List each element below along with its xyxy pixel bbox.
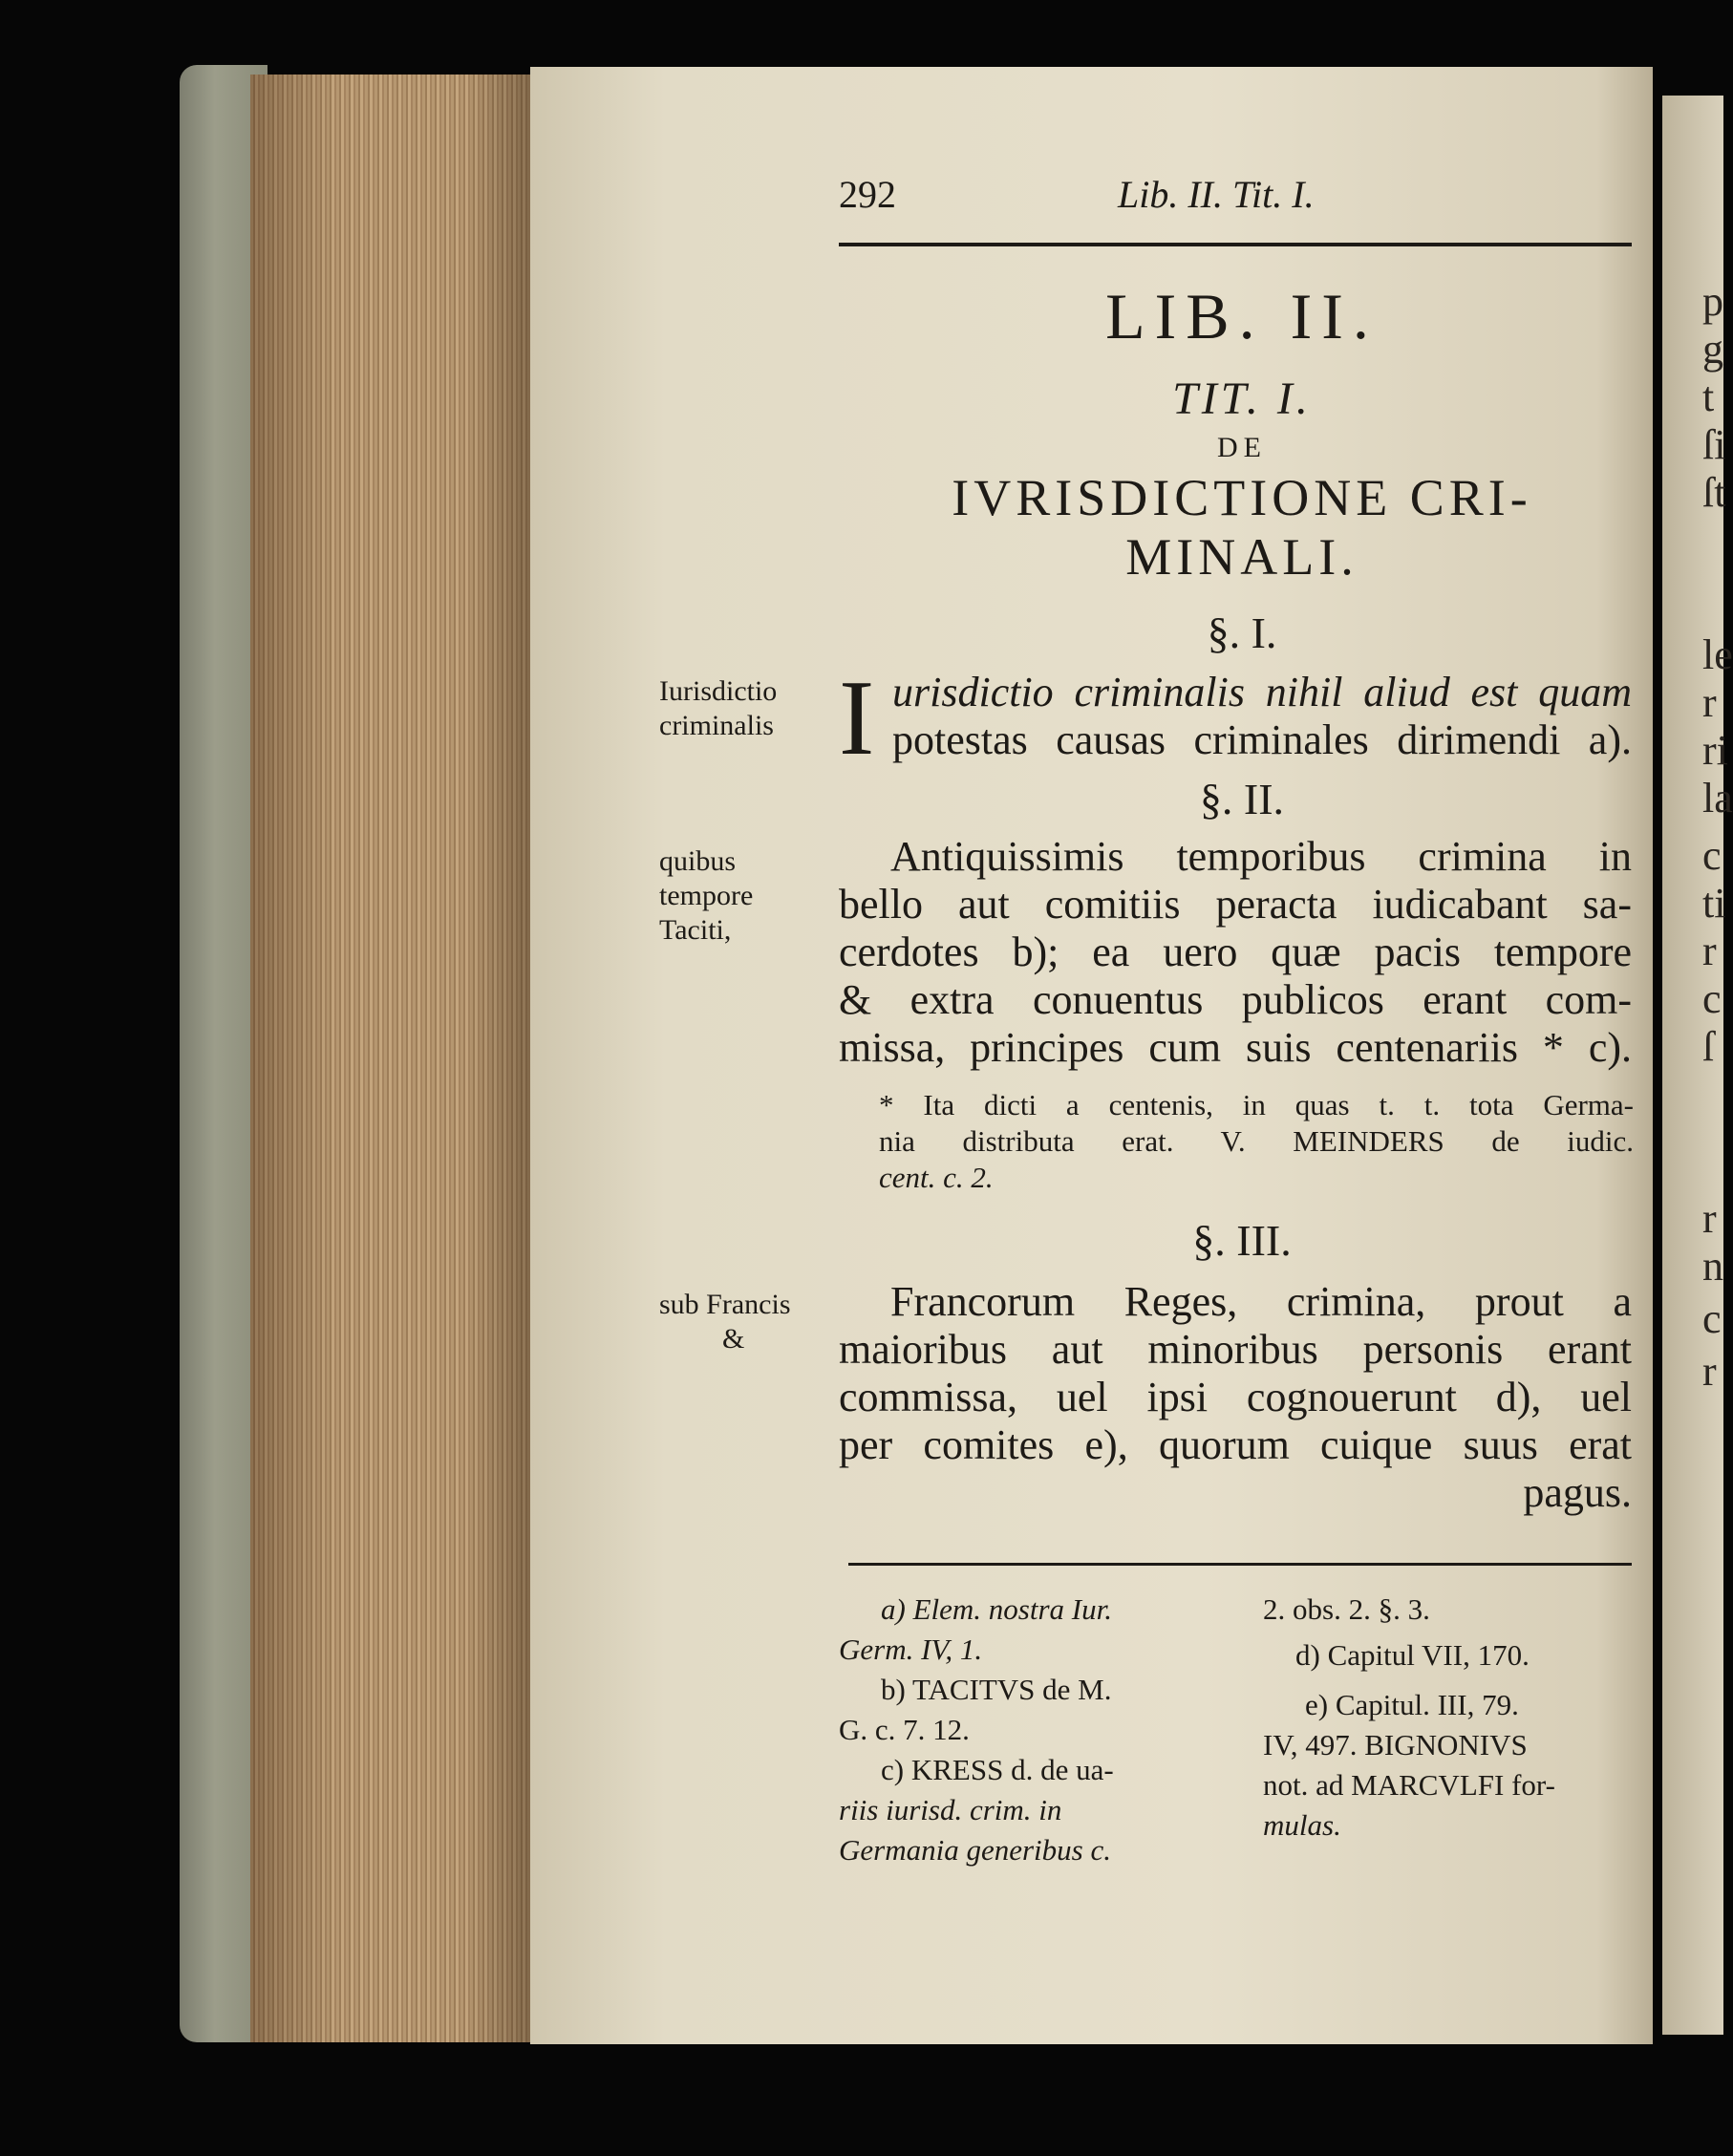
drop-cap: I [839,659,875,778]
de-heading: DE [1217,432,1267,463]
paragraph: Francorum Reges, crimina, prout a maioribus aut minoribus personis erant commissa, uel ipsi cognouerunt d), uel per comites e), quorum cuique suus erat pagus. [839,1278,1632,1516]
chapter-heading-line2: MINALI. [1125,528,1359,586]
inline-note: * Ita dicti a centenis, in quas t. t. tota Germa- nia distributa erat. V. MEINDERS de iudic. cent. c. 2. [879,1088,1634,1194]
section-mark: §. III. [1192,1216,1292,1265]
paragraph: Antiquissimis temporibus crimina in bello aut comitiis peracta iudicabant sa- cerdotes b); ea uero quæ pacis tempore & extra conuentus publicos erant com- missa, principes cum suis centenariis * c). [839,833,1632,1071]
paragraph: urisdictio criminalis nihil aliud est quam potestas causas criminales dirimendi a). [892,669,1632,763]
margin-note: Iurisdictio criminalis [659,675,778,741]
title-heading: TIT. I. [1172,374,1312,424]
next-page-edge: p g t ſi ſt le r ri la c ti r c ſ r n c r [1662,96,1723,2035]
section-mark: §. I. [1207,608,1277,657]
section-mark: §. II. [1199,775,1285,823]
footnotes-left: a) Elem. nostra Iur. Germ. IV, 1. b) TACITVS de M. G. c. 7. 12. c) KRESS d. de ua- riis iurisd. crim. in Germania generibus c. [839,1592,1114,1867]
margin-note: sub Francis & [659,1289,791,1355]
footnote-rule [848,1563,1632,1566]
header-rule [839,243,1632,246]
margin-note: quibus tempore Taciti, [659,845,754,946]
page-number: 292 [839,173,896,216]
book-heading: LIB. II. [1105,280,1379,352]
footnotes-right: 2. obs. 2. §. 3. d) Capitul VII, 170. e) Capitul. III, 79. IV, 497. BIGNONIVS not. ad MARCVLFI for- mulas. [1263,1592,1555,1842]
chapter-heading-line1: IVRISDICTIONE CRI- [952,469,1532,526]
running-head: Lib. II. Tit. I. [1118,173,1315,216]
